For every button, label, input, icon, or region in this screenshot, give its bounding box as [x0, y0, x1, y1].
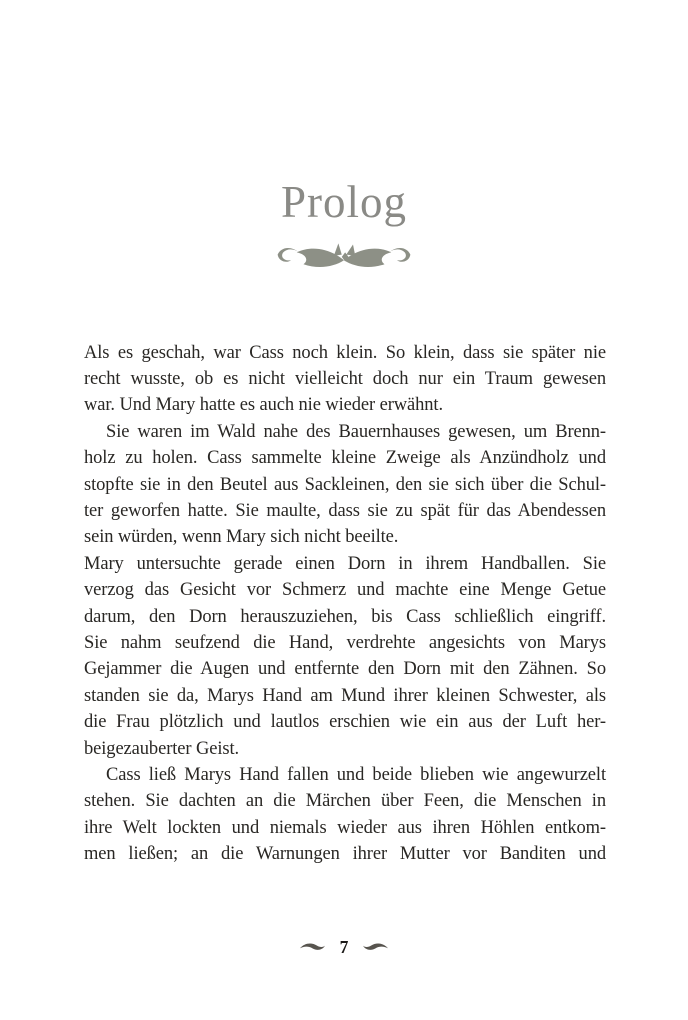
text-line: die Frau plötzlich und lautlos erschien wie ein aus der Luft her-	[84, 712, 606, 733]
text-line: men ließen; an die Warnungen ihrer Mutter vor Banditen und	[84, 844, 606, 865]
text-line: Mary untersuchte gerade einen Dorn in ihrem Handballen. Sie	[84, 553, 606, 574]
text-line: beigezauberter Geist.	[84, 738, 240, 759]
text-line: stopfte sie in den Beutel aus Sackleinen, den sie sich über die Schul-	[84, 474, 606, 495]
body-text	[84, 340, 606, 868]
text-line: Sie waren im Wald nahe des Bauernhauses gewesen, um Brenn-	[106, 421, 606, 442]
text-line: war. Und Mary hatte es auch nie wieder erwähnt.	[84, 395, 443, 416]
text-line: Gejammer die Augen und entfernte den Dorn mit den Zähnen. So	[84, 659, 606, 680]
text-line: darum, den Dorn herauszuziehen, bis Cass schließlich eingriff.	[84, 606, 606, 627]
chapter-title: Prolog	[280, 177, 407, 227]
text-line: holz zu holen. Cass sammelte kleine Zweige als Anzündholz und	[84, 448, 606, 469]
text-line: ter geworfen hatte. Sie maulte, dass sie zu spät für das Abendessen	[84, 500, 606, 521]
text-line: stehen. Sie dachten an die Märchen über Feen, die Menschen in	[84, 791, 606, 812]
text-line: Sie nahm seufzend die Hand, verdrehte angesichts von Marys	[84, 632, 606, 653]
swash-left-icon	[299, 942, 326, 952]
page-number: 7	[339, 936, 349, 957]
text-line: Cass ließ Marys Hand fallen und beide blieben wie angewurzelt	[106, 765, 606, 785]
tribal-flourish-icon	[0, 240, 688, 276]
text-line: verzog das Gesicht vor Schmerz und machte eine Menge Getue	[84, 580, 606, 601]
text-line: Als es geschah, war Cass noch klein. So klein, dass sie später nie	[84, 342, 606, 363]
swash-right-icon	[362, 942, 389, 952]
text-line: standen sie da, Marys Hand am Mund ihrer kleinen Schwester, als	[84, 685, 606, 706]
text-line: recht wusste, ob es nicht vielleicht doch nur ein Traum gewesen	[84, 368, 606, 389]
text-line: ihre Welt lockten und niemals wieder aus ihren Höhlen entkom-	[84, 817, 606, 838]
text-line: sein würden, wenn Mary sich nicht beeilte.	[84, 527, 399, 548]
page-footer	[0, 936, 688, 957]
